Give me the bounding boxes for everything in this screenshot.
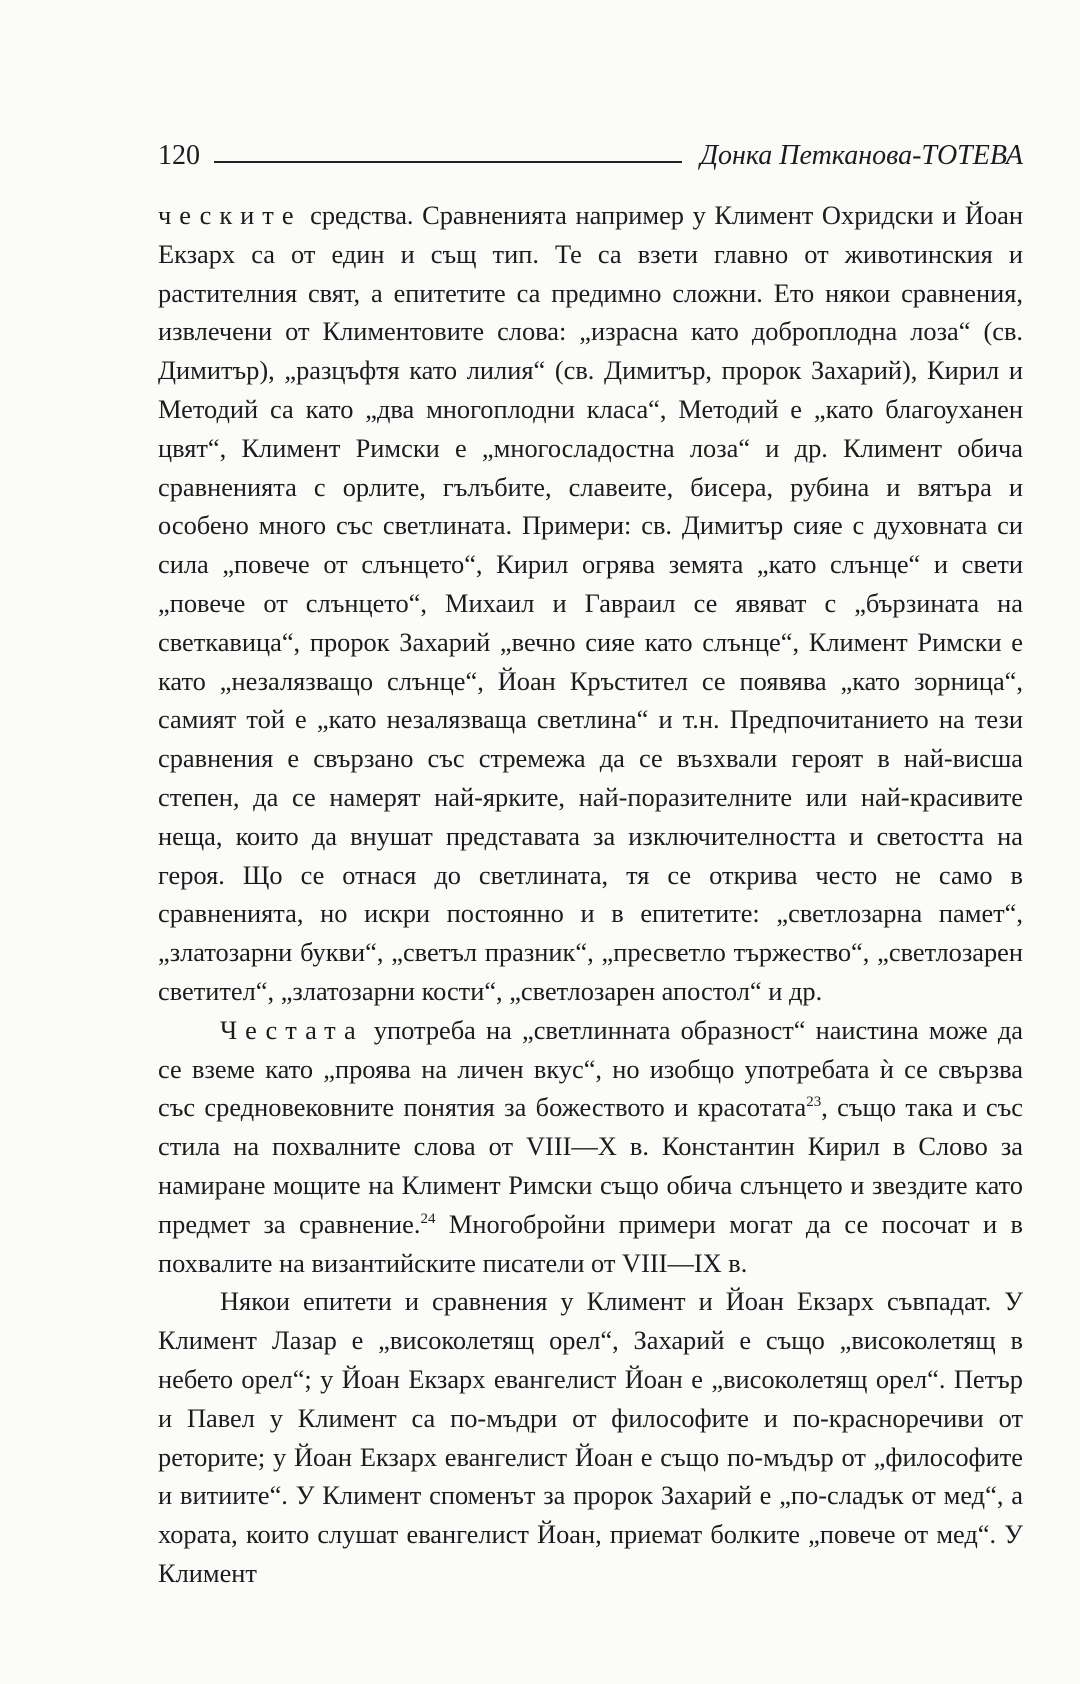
paragraph-2 (158, 1011, 1023, 1283)
paragraph-text: Някои епитети и сравнения у Климент и Йоан Екзарх съвпадат. У Климент Лазар е „високолетящ орел“, Захарий е също „високолетящ в небето орел“; у Йоан Екзарх евангелист Йоан е „високолетящ орел“. Петър и Павел у Климент са по-мъдри от философите и по-красноречиви от реторите; у Йоан Екзарх евангелист Йоан е също по-мъдър от „философите и витиите“. У Климент споменът за пророк Захарий е „по-сладък от мед“, а хората, които слушат евангелист Йоан, приемат болките „повече от мед“. У Климент (158, 1286, 1023, 1588)
emphasis-lead: Честата (220, 1014, 364, 1045)
page-number: 120 (158, 140, 200, 171)
paragraph-text: употреба на „светлинната образност“ наистина може да се вземе като „проява на личен вкус“, но изобщо употребата ѝ се свързва със средновековните понятия за божеството и красотата (158, 1014, 1023, 1123)
paragraph-text: Многобройни примери могат да се посочат и в похвалите на византийските писатели от VIII—IX в. (158, 1208, 1023, 1278)
footnote-ref-23: 23 (806, 1094, 822, 1111)
paragraph-text: средства. Сравненията например у Климент Охридски и Йоан Екзарх са от един и същ тип. Те са взети главно от животинския и растителния свят, а епитетите са предимно сложни. Ето някои сравнения, извлечени от Климентовите слова: „израсна като доброплодна лоза“ (св. Димитър), „разцъфтя като лилия“ (св. Димитър, пророк Захарий), Кирил и Методий са като „два многоплодни класа“, Методий е „като благоуханен цвят“, Климент Римски е „многосладостна лоза“ и др. Климент обича сравненията с орлите, гълъбите, славеите, бисера, рубина и вятъра и особено много със светлината. Примери: св. Димитър сияе с духовната си сила „повече от слънцето“, Кирил огрява земята „като слънце“ и свети „повече от слънцето“, Михаил и Гавраил се явяват с „бързината на светкавица“, пророк Захарий „вечно сияе като слънце“, Климент Римски е като „незалязващо слънце“, Йоан Кръстител се появява „като зорница“, самият той е „като незалязваща светлина“ и т.н. Предпочитанието на тези сравнения е свързано със стремежа да се възхвали героят в най-висша степен, да се намерят най-ярките, най-поразителните или най-красивите неща, които да внушат представата за изключителността и светостта на героя. Що се отнася до светлината, тя се открива често не само в сравненията, но искри постоянно и в епитетите: „светлозарна памет“, „златозарни букви“, „светъл празник“, „пресветло тържество“, „светлозарен светител“, „златозарни кости“, „светлозарен апостол“ и др. (158, 200, 1023, 1006)
body-text (158, 196, 1023, 1593)
paragraph-3 (158, 1282, 1023, 1592)
paragraph-1 (158, 196, 1023, 1011)
header-rule (214, 160, 682, 163)
running-head: Донка Петканова-ТОТЕВА (700, 140, 1023, 171)
paragraph-text: , също така и със стила на похвалните слова от VIII—X в. Константин Кирил в Слово за намиране мощите на Климент Римски също обича слънцето и звездите като предмет за сравнение. (158, 1092, 1024, 1239)
footnote-ref-24: 24 (420, 1210, 436, 1227)
emphasis-lead: ческите (158, 200, 302, 230)
page-header (158, 128, 1023, 172)
